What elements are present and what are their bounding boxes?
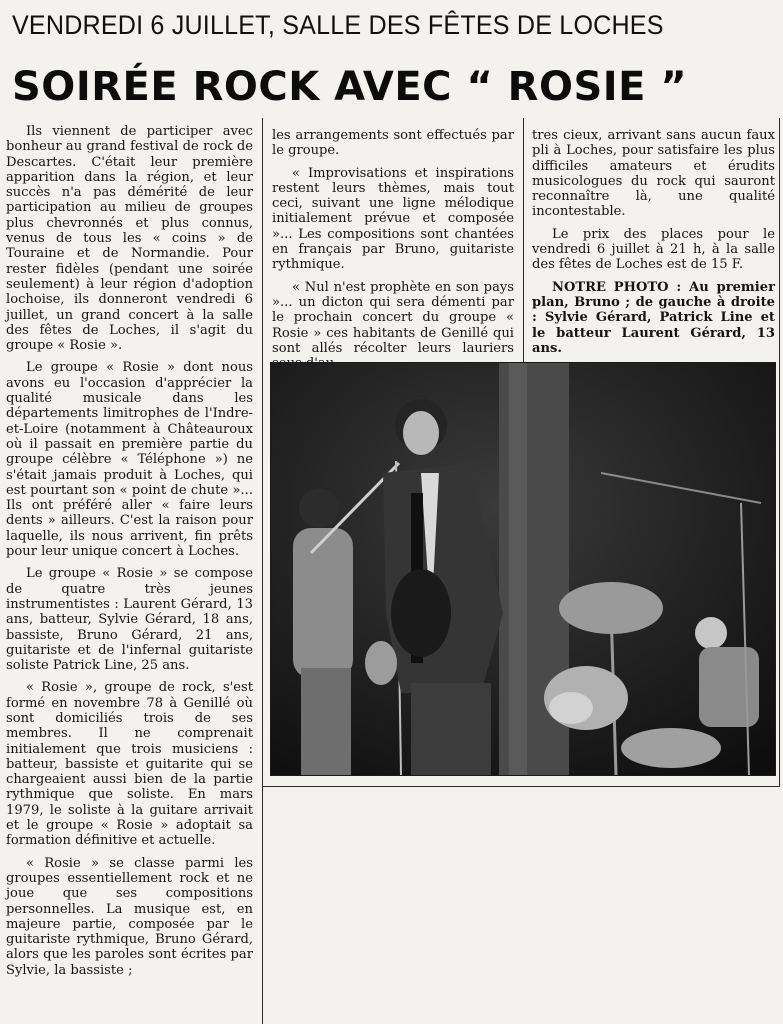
band-photo xyxy=(270,362,776,776)
paragraph: Ils viennent de participer avec bonheur au grand festival de rock de Descartes. C'était leur première apparition dans la région, et leur succès n'a pas démérité de leur participation au milieu de groupes plus chevronnés et plus connus, venus de tous les « coins » de Touraine et de Normandie. Pour rester fidèles (pendant une soirée seulement) à leur région d'adoption lochoise, ils donneront vendredi 6 juillet, un grand concert à la salle des fêtes de Loches, il s'agit du groupe « Rosie ». xyxy=(6,124,253,354)
article-column-1 xyxy=(6,124,253,985)
paragraph: tres cieux, arrivant sans aucun faux pli à Loches, pour satisfaire les plus difficiles amateurs et érudits musicologues du rock qui sauront reconnaître là, une qualité incontestable. xyxy=(532,128,775,220)
paragraph: « Improvisations et inspirations restent leurs thèmes, mais tout ceci, suivant une ligne mélodique initialement prévue et composée »... Les compositions sont chantées en français par Bruno, guitariste rythmique. xyxy=(272,165,514,273)
column-rule-2 xyxy=(523,118,524,362)
article-column-3 xyxy=(532,128,775,363)
paragraph: les arrangements sont effectués par le groupe. xyxy=(272,128,514,159)
paragraph: « Nul n'est prophète en son pays »... un dicton qui sera démenti par le prochain concert du groupe « Rosie » ces habitants de Genillé qui sont allés récolter leurs lauriers xyxy=(272,279,514,356)
kicker: VENDREDI 6 JUILLET, SALLE DES FÊTES DE LOCHES xyxy=(12,10,664,40)
paragraph: « Rosie » se classe parmi les groupes essentiellement rock et ne joue que ses compositions personnelles. La musique est, en majeure partie, composée par le guitariste rythmique, Bruno Gérard, alors que les paroles sont écrites par Sylvie, la bassiste ; xyxy=(6,855,253,978)
band-photo-illustration xyxy=(271,363,775,775)
article-column-2 xyxy=(272,128,514,378)
paragraph: « Rosie », groupe de rock, s'est formé en novembre 78 à Genillé où sont domiciliés trois de ses membres. Il ne comprenait initialement que trois musiciens : batteur, bassiste et guitarite qui se chargeaient aussi bien de la partie rythmique que soliste. En mars 1979, le soliste à la guitare arrivait et le groupe « Rosie » adoptait sa formation définitive et actuelle. xyxy=(6,680,253,849)
paragraph: Le prix des places pour le vendredi 6 juillet à 21 h, à la salle des fêtes de Loches est de 15 F. xyxy=(532,226,775,273)
photo-caption: NOTRE PHOTO : Au premier plan, Bruno ; de gauche à droite : Sylvie Gérard, Patrick Line et le batteur Laurent Gérard, 13 ans. xyxy=(532,279,775,356)
bassist-figure xyxy=(293,488,353,775)
paragraph: Le groupe « Rosie » se compose de quatre très jeunes instrumentistes : Laurent Gérard, 13 ans, batteur, Sylvie Gérard, 18 ans, bassiste, Bruno Gérard, 21 ans, guitariste et de l'infernal guitariste soliste Patrick Line, 25 ans. xyxy=(6,566,253,674)
paragraph: Le groupe « Rosie » dont nous avons eu l'occasion d'apprécier la qualité musicale dans les départements limitrophes de l'Indre-et-Loire (notamment à Châteauroux où il passait en première partie du groupe célèbre « Téléphone ») ne s'était jamais produit à Loches, qui est pourtant son « point de chute »... Ils ont préféré aller « faire leurs dents » ailleurs. C'est la raison pour laquelle, ils nous arrivent, fin prêts pour leur unique concert à Loches. xyxy=(6,360,253,560)
frame-rule-bottom xyxy=(262,786,780,787)
headline: SOIRÉE ROCK AVEC “ ROSIE ” xyxy=(12,64,688,110)
frame-rule-right xyxy=(779,118,780,786)
column-rule-1 xyxy=(262,118,263,1024)
